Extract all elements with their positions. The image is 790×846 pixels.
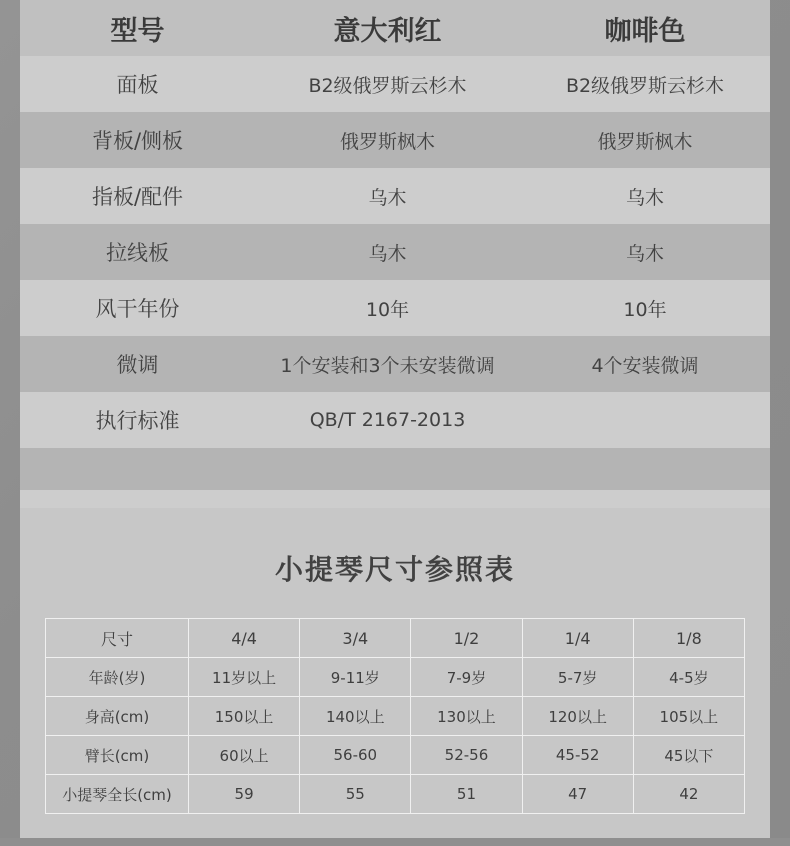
size-cell: 4-5岁 (633, 658, 744, 697)
table-row (20, 336, 770, 392)
size-cell: 42 (633, 775, 744, 814)
size-cell: 59 (189, 775, 300, 814)
size-header-3-4: 3/4 (300, 619, 411, 658)
row-value-coffee (520, 392, 770, 448)
size-row-label: 臂长(cm) (46, 736, 189, 775)
row-label: 风干年份 (20, 280, 255, 336)
size-chart-title: 小提琴尺寸参照表 (274, 553, 515, 586)
size-table-header-row (46, 619, 745, 658)
size-header-4-4: 4/4 (189, 619, 300, 658)
size-row-label: 身高(cm) (46, 697, 189, 736)
size-cell: 55 (300, 775, 411, 814)
size-cell: 150以上 (189, 697, 300, 736)
table-filler-dark (20, 448, 770, 490)
size-cell: 52-56 (411, 736, 522, 775)
row-label: 微调 (20, 336, 255, 392)
row-label: 拉线板 (20, 224, 255, 280)
table-row (20, 392, 770, 448)
bottom-strip (0, 838, 790, 846)
size-table-row (46, 697, 745, 736)
size-header-1-2: 1/2 (411, 619, 522, 658)
size-table-wrapper (45, 618, 745, 814)
row-value-coffee: 10年 (520, 280, 770, 336)
row-label: 背板/侧板 (20, 112, 255, 168)
table-row (20, 112, 770, 168)
row-value-italian-red: 乌木 (255, 168, 520, 224)
row-value-coffee: 4个安装微调 (520, 336, 770, 392)
size-header-label: 尺寸 (46, 619, 189, 658)
row-value-italian-red: 10年 (255, 280, 520, 336)
size-cell: 51 (411, 775, 522, 814)
size-row-label: 年龄(岁) (46, 658, 189, 697)
table-row (20, 280, 770, 336)
row-value-coffee: 乌木 (520, 224, 770, 280)
size-table-row (46, 736, 745, 775)
row-value-italian-red: B2级俄罗斯云杉木 (255, 56, 520, 112)
size-cell: 45-52 (522, 736, 633, 775)
row-value-italian-red: 1个安装和3个未安装微调 (255, 336, 520, 392)
table-row (20, 56, 770, 112)
row-value-italian-red: 乌木 (255, 224, 520, 280)
size-table-row (46, 658, 745, 697)
size-cell: 9-11岁 (300, 658, 411, 697)
specification-table (20, 0, 770, 448)
row-value-italian-red: QB/T 2167-2013 (255, 392, 520, 448)
size-cell: 7-9岁 (411, 658, 522, 697)
table-row (20, 224, 770, 280)
size-cell: 56-60 (300, 736, 411, 775)
row-label: 执行标准 (20, 392, 255, 448)
row-value-coffee: 乌木 (520, 168, 770, 224)
size-cell: 47 (522, 775, 633, 814)
table-header-row (20, 0, 770, 56)
size-cell: 5-7岁 (522, 658, 633, 697)
size-row-label: 小提琴全长(cm) (46, 775, 189, 814)
size-table-row (46, 775, 745, 814)
size-cell: 130以上 (411, 697, 522, 736)
size-cell: 45以下 (633, 736, 744, 775)
size-reference-table (45, 618, 745, 814)
row-value-coffee: 俄罗斯枫木 (520, 112, 770, 168)
size-header-1-8: 1/8 (633, 619, 744, 658)
row-value-italian-red: 俄罗斯枫木 (255, 112, 520, 168)
size-cell: 60以上 (189, 736, 300, 775)
row-label: 指板/配件 (20, 168, 255, 224)
size-cell: 140以上 (300, 697, 411, 736)
header-italian-red: 意大利红 (255, 0, 520, 56)
size-chart-panel (20, 508, 770, 838)
row-label: 面板 (20, 56, 255, 112)
size-header-1-4: 1/4 (522, 619, 633, 658)
specification-panel (20, 0, 770, 490)
header-model: 型号 (20, 0, 255, 56)
size-cell: 120以上 (522, 697, 633, 736)
row-value-coffee: B2级俄罗斯云杉木 (520, 56, 770, 112)
header-coffee-color: 咖啡色 (520, 0, 770, 56)
size-cell: 11岁以上 (189, 658, 300, 697)
table-row (20, 168, 770, 224)
size-cell: 105以上 (633, 697, 744, 736)
